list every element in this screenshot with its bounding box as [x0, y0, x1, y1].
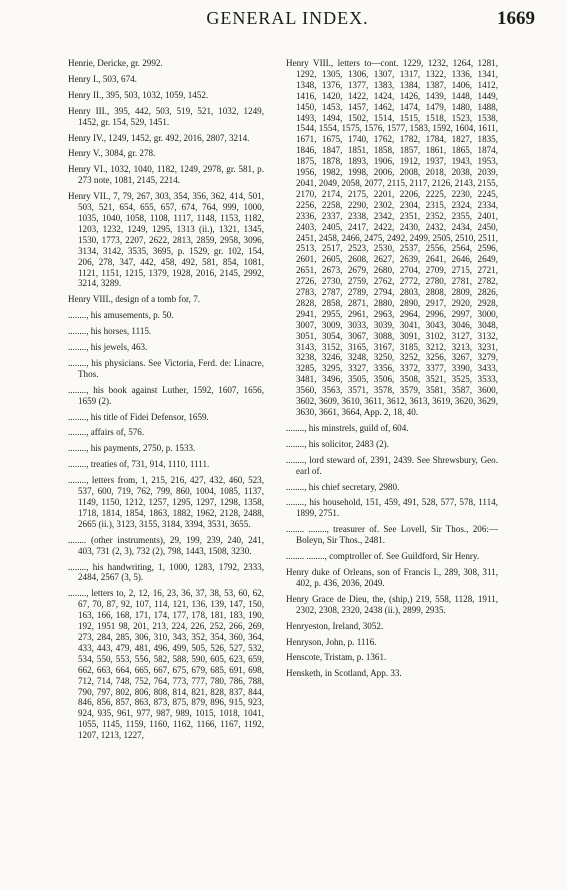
index-entry: Henryson, John, p. 1116.: [286, 636, 377, 647]
index-entry: Henry VIII., design of a tomb for, 7.: [68, 294, 201, 305]
index-entry: ........, affairs of, 576.: [68, 427, 145, 438]
index-entry: ........, his book against Luther, 1592, 1607, 1656, 1659 (2).: [68, 384, 264, 406]
index-entry: Henscote, Tristam, p. 1361.: [286, 652, 387, 663]
index-entry: Henry V., 3084, gr. 278.: [68, 148, 156, 159]
index-entry: ........, lord steward of, 2391, 2439. See Shrewsbury, Geo. earl of.: [286, 454, 498, 476]
index-entry: Henry duke of Orleans, son of Francis I., 289, 308, 311, 402, p. 436, 2036, 2049.: [286, 566, 498, 588]
index-entry: ........, treaties of, 731, 914, 1110, 1111.: [68, 459, 210, 470]
index-entry: Henry I., 503, 674.: [68, 73, 137, 84]
index-entry: ........, his payments, 2750, p. 1533.: [68, 443, 196, 454]
index-entry: Henry III., 395, 442, 503, 519, 521, 1032, 1249, 1452, gr. 154, 529, 1451.: [68, 105, 264, 127]
index-entry: Henry VIII., letters to—cont. 1229, 1232, 1264, 1281, 1292, 1305, 1306, 1307, 1317, 1322, 1336, 1341, 1348, 1376, 1377, 1383, 1384, 1387, 1406, 1412, 1416, 1420, 1422, 1424, 1426, 1439, 1448, 1449, 1450, 1453, 1457, 1462, 1474, 1479, 1480, 1488, 1493, 1494, 1502, 1514, 1515, 1518, 1523, 1538, 1544, 1554, 1575, 1576, 1577, 1583, 1592, 1604, 1611, 1671, 1675, 1740, 1762, 1782, 1784, 1827, 1835, 1846, 1847, 1851, 1858, 1857, 1861, 1865, 1874, 1875, 1878, 1893, 1906, 1912, 1937, 1943, 1953, 1956, 1982, 1998, 2006, 2008, 2018, 2038, 2039, 2041, 2049, 2058, 2077, 2115, 2117, 2126, 2143, 2155, 2170, 2174, 2175, 2201, 2206, 2225, 2230, 2245, 2256, 2258, 2290, 2302, 2304, 2315, 2324, 2334, 2336, 2337, 2338, 2342, 2351, 2352, 2355, 2401, 2403, 2405, 2417, 2422, 2430, 2432, 2434, 2450, 2451, 2458, 2466, 2475, 2492, 2499, 2505, 2510, 2511, 2513, 2517, 2523, 2530, 2537, 2556, 2564, 2596, 2601, 2605, 2608, 2627, 2639, 2641, 2646, 2649, 2651, 2673, 2679, 2680, 2704, 2709, 2715, 2721, 2726, 2730, 2759, 2762, 2772, 2780, 2781, 2782, 2783, 2787, 2789, 2794, 2803, 2808, 2809, 2826, 2828, 2858, 2871, 2880, 2890, 2917, 2920, 2928, 2941, 2955, 2961, 2963, 2964, 2996, 2997, 3000, 3007, 3009, 3033, 3039, 3041, 3043, 3046, 3048, 3051, 3054, 3067, 3088, 3091, 3102, 3127, 3132, 3143, 3152, 3165, 3167, 3185, 3212, 3213, 3231, 3238, 3246, 3248, 3250, 3252, 3256, 3267, 3279, 3285, 3295, 3327, 3356, 3372, 3377, 3390, 3433, 3481, 3496, 3505, 3506, 3508, 3521, 3525, 3533, 3560, 3563, 3571, 3578, 3579, 3581, 3587, 3600, 3602, 3609, 3610, 3611, 3612, 3613, 3619, 3620, 3629, 3630, 3661, 3664, App. 2, 18, 40.: [286, 58, 498, 417]
page-title: GENERAL INDEX.: [206, 8, 369, 28]
index-entry: ........, his handwriting, 1, 1000, 1283, 1792, 2333, 2484, 2567 (3, 5).: [68, 561, 264, 583]
index-entry: ........, his solicitor, 2483 (2).: [286, 438, 389, 449]
index-entry: ........ (other instruments), 29, 199, 239, 240, 241, 403, 731 (2, 3), 732 (2), 798, 1443, 1508, 3230.: [68, 534, 264, 556]
index-entry: ........, his horses, 1115.: [68, 326, 152, 337]
index-entry: ........, his title of Fidei Defensor, 1659.: [68, 411, 209, 422]
index-column-right: [286, 58, 498, 684]
index-entry: ........, his jewels, 463.: [68, 342, 148, 353]
index-entry: Henry IV., 1249, 1452, gr. 492, 2016, 2807, 3214.: [68, 132, 250, 143]
index-entry: Henry VII., 7, 79, 267, 303, 354, 356, 362, 414, 501, 503, 521, 654, 655, 657, 674, 764, 999, 1000, 1035, 1040, 1058, 1108, 1117, 1148, 1153, 1182, 1203, 1232, 1249, 1295, 1313 (ii.), 1321, 1345, 1530, 1773, 2207, 2622, 2813, 2859, 2958, 3096, 3134, 3142, 3535, 3695, p. 1529, gr. 102, 154, 206, 278, 347, 442, 458, 492, 581, 854, 1081, 1121, 1151, 1215, 1379, 1928, 2016, 2145, 2992, 3214, 3289.: [68, 191, 264, 289]
index-entry: ........, his household, 151, 459, 491, 528, 577, 578, 1114, 1899, 2751.: [286, 497, 498, 519]
page-header: [40, 6, 535, 36]
index-entry: ........, his minstrels, guild of, 604.: [286, 422, 409, 433]
index-entry: Henry VI., 1032, 1040, 1182, 1249, 2978, gr. 581, p. 273 note, 1081, 2145, 2214.: [68, 164, 264, 186]
index-entry: ........ ........, comptroller of. See Guildford, Sir Henry.: [286, 551, 480, 562]
index-entry: Henrie, Dericke, gr. 2992.: [68, 58, 163, 68]
index-entry: Henry Grace de Dieu, the, (ship,) 219, 558, 1128, 1911, 2302, 2308, 2320, 2438 (ii.), 2899, 2935.: [286, 593, 498, 615]
page-number: 1669: [497, 8, 535, 29]
index-entry: Henry II., 395, 503, 1032, 1059, 1452.: [68, 89, 209, 100]
index-entry: ........ ........, treasurer of. See Lovell, Sir Thos., 206:—Boleyn, Sir Thos., 2481.: [286, 524, 498, 546]
index-entry: ........, his physicians. See Victoria, Ferd. de: Linacre, Thos.: [68, 357, 264, 379]
index-column-left: [68, 58, 264, 746]
index-entry: ........, his amusements, p. 50.: [68, 310, 174, 321]
index-entry: ........, letters to, 2, 12, 16, 23, 36, 37, 38, 53, 60, 62, 67, 70, 87, 92, 107, 114, 121, 136, 139, 147, 150, 163, 166, 168, 171, 174, 177, 178, 181, 183, 190, 192, 1951 98, 201, 213, 224, 226, 252, 266, 269, 273, 284, 285, 306, 310, 343, 352, 354, 360, 364, 433, 443, 479, 481, 496, 499, 505, 526, 527, 532, 534, 550, 553, 556, 582, 588, 590, 605, 623, 659, 662, 663, 664, 665, 667, 675, 679, 685, 691, 698, 712, 714, 748, 752, 764, 773, 777, 780, 786, 788, 790, 797, 802, 806, 808, 814, 821, 828, 837, 844, 846, 856, 857, 863, 873, 875, 879, 896, 915, 923, 924, 935, 961, 977, 987, 989, 1015, 1018, 1041, 1055, 1145, 1159, 1160, 1162, 1166, 1167, 1192, 1207, 1213, 1227,: [68, 588, 264, 741]
index-entry: Henryeston, Ireland, 3052.: [286, 620, 384, 631]
index-entry: ........, his chief secretary, 2980.: [286, 481, 400, 492]
index-entry: ........, letters from, 1, 215, 216, 427, 432, 460, 523, 537, 600, 719, 762, 799, 860, 1004, 1085, 1137, 1149, 1150, 1212, 1257, 1295, 1297, 1298, 1358, 1718, 1814, 1854, 1863, 1882, 1962, 2128, 2488, 2665 (ii.), 3123, 3155, 3184, 3394, 3531, 3655.: [68, 475, 264, 529]
index-entry: Hensketh, in Scotland, App. 33.: [286, 668, 402, 679]
